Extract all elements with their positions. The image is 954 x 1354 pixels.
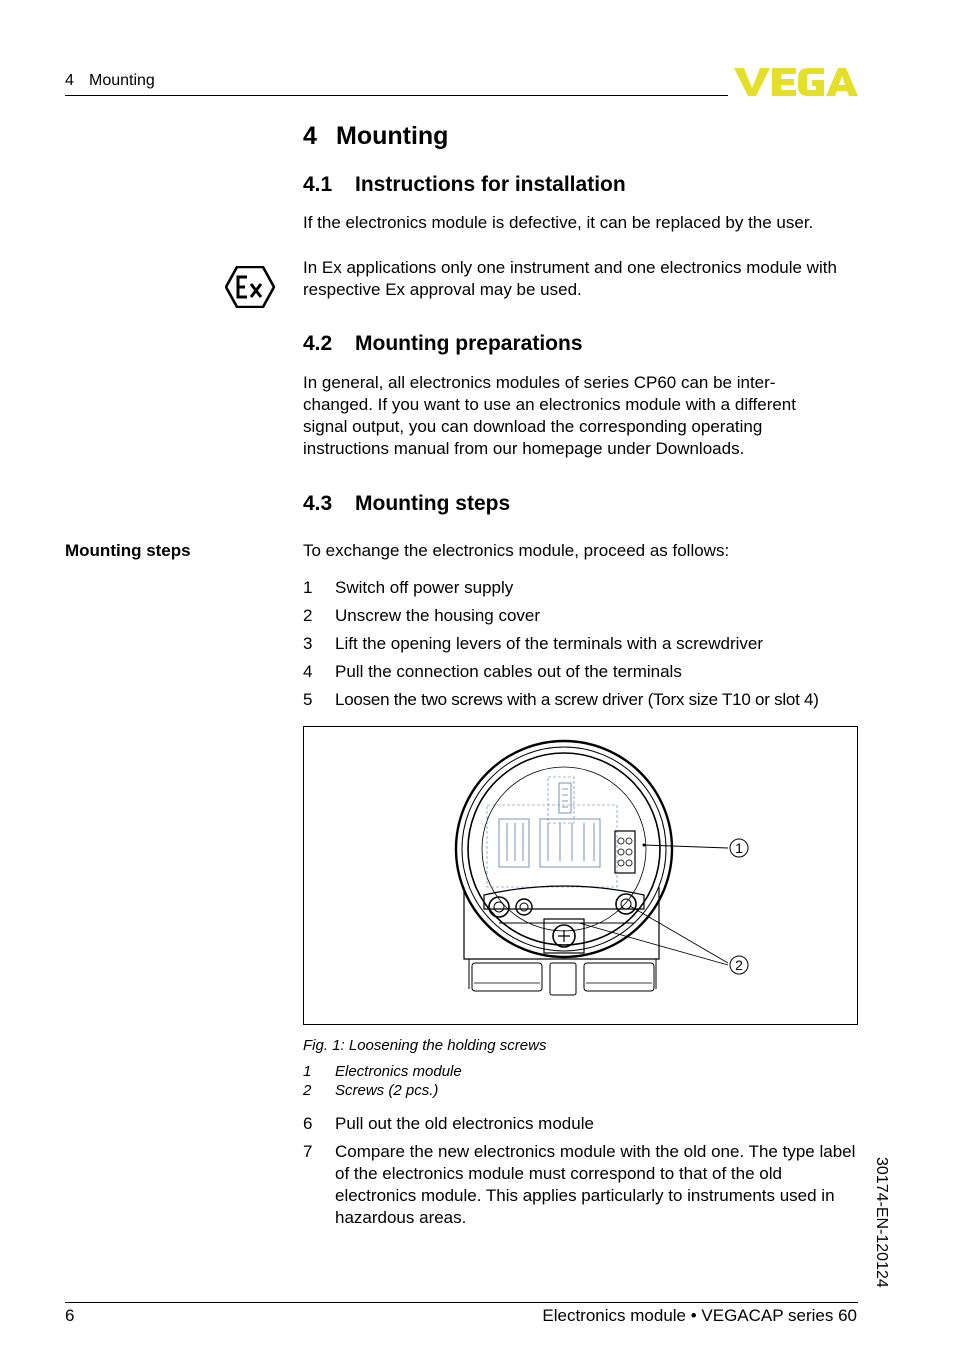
legend-number: 2 [303,1082,312,1099]
section-title: Mounting preparations [355,332,583,355]
housing-drawing [304,727,857,1024]
step-number: 4 [303,662,313,681]
paragraph-mounting-preparations [303,372,875,460]
step-text: Pull the connection cables out of the terminals [335,662,682,681]
step-item [303,577,863,599]
section-heading-4-3 [303,492,510,516]
section-heading-4-1 [303,173,626,197]
ex-text-line-2: respective Ex approval may be used. [303,280,582,299]
figure-callout-2: 2 [735,957,743,973]
step-item [303,661,863,683]
legend-text: Electronics module [335,1063,462,1080]
ex-protection-icon [225,266,275,308]
prep-line-2: changed. If you want to use an electronics module with a different [303,395,796,414]
step-number: 6 [303,1114,313,1133]
header-rule [65,95,728,96]
step-number: 3 [303,634,313,653]
step-item [303,1113,863,1135]
step-number: 5 [303,690,313,709]
step-text: Compare the new electronics module with the old one. The type label of the electronics module must correspond to that of the old electronics module. This applies particularly to instruments used in hazardous areas. [335,1142,856,1227]
section-number: 4.2 [303,332,333,355]
running-header [65,72,155,90]
step-number: 2 [303,606,313,625]
vega-logo [732,64,858,98]
step-item [303,689,863,711]
section-heading-4-2 [303,332,583,356]
prep-line-1: In general, all electronics modules of series CP60 can be inter- [303,373,776,392]
prep-line-3: signal output, you can download the corresponding operating [303,417,763,436]
paragraph-defective-module: If the electronics module is defective, it can be replaced by the user. [303,213,814,232]
margin-label-mounting-steps: Mounting steps [65,541,191,560]
header-chapter-title: Mounting [89,72,155,89]
step-text: Pull out the old electronics module [335,1114,594,1133]
step-number: 1 [303,578,313,597]
step-item [303,633,863,655]
step-number: 7 [303,1142,313,1161]
figure-caption: Fig. 1: Loosening the holding screws [303,1037,547,1054]
section-title: Mounting steps [355,492,511,515]
document-id: 30174-EN-120124 [873,1157,890,1288]
step-text: Unscrew the housing cover [335,606,541,625]
chapter-heading [303,122,448,151]
paragraph-ex-applications [303,257,875,301]
page-number: 6 [65,1306,75,1325]
step-item [303,1141,859,1229]
step-text: Loosen the two screws with a screw driver (Torx size T10 or slot 4) [335,690,819,709]
step-text: Switch off power supply [335,578,514,597]
step-text: Lift the opening levers of the terminals with a screwdriver [335,634,764,653]
legend-text: Screws (2 pcs.) [335,1082,439,1099]
prep-line-4: instructions manual from our homepage under Downloads. [303,439,745,458]
figure-callout-1: 1 [735,840,743,856]
step-item [303,605,863,627]
legend-number: 1 [303,1063,312,1080]
section-number: 4.3 [303,492,333,515]
ex-text-line-1: In Ex applications only one instrument and one electronics module with [303,258,837,277]
chapter-number: 4 [303,122,317,150]
footer-title: Electronics module • VEGACAP series 60 [542,1306,857,1325]
footer-rule [65,1302,858,1303]
header-chapter-number: 4 [65,72,74,89]
figure-frame [303,726,858,1025]
section-title: Instructions for installation [355,173,626,196]
steps-intro: To exchange the electronics module, proceed as follows: [303,541,730,560]
section-number: 4.1 [303,173,333,196]
chapter-title: Mounting [336,122,449,150]
